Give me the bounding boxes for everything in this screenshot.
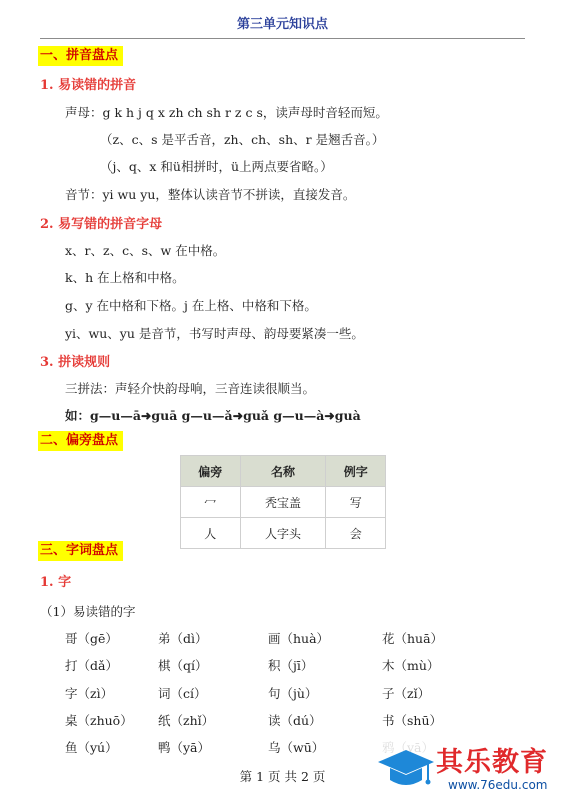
text-line: （j、q、x 和ü相拼时，ü上两点要省略。） — [100, 159, 333, 174]
text-line: （1）易读错的字 — [40, 604, 136, 619]
brand-name: 其乐教育 — [436, 747, 548, 778]
word-item: 桌（zhuō） — [65, 713, 133, 728]
text-line: 声母：g k h j q x zh ch sh r z c s，读声母时音轻而短。 — [65, 105, 388, 120]
word-item: 木（mù） — [382, 658, 440, 673]
word-item: 哥（gē） — [65, 631, 118, 646]
brand-url[interactable]: www.76edu.com — [448, 778, 548, 792]
text-line-example: 如：g—u—ā➜guā g—u—ǎ➜guǎ g—u—à➜guà — [65, 408, 361, 423]
page-title: 第三单元知识点 — [236, 17, 328, 32]
word-item: 读（dú） — [268, 713, 322, 728]
table-cell: 会 — [326, 518, 386, 549]
text-line: g、y 在中格和下格。j 在上格、中格和下格。 — [65, 298, 317, 313]
radicals-table — [180, 455, 386, 549]
word-item: 句（jù） — [268, 686, 318, 701]
table-cell: 写 — [326, 487, 386, 518]
word-item: 花（huā） — [382, 631, 444, 646]
graduation-cap-icon — [376, 740, 436, 796]
subheading-spelling-rules: 3. 拼读规则 — [40, 355, 111, 370]
section-pinyin: 一、拼音盘点 — [38, 46, 123, 66]
word-item: 子（zǐ） — [382, 686, 431, 701]
word-item: 词（cí） — [158, 686, 207, 701]
text-line: 音节：yi wu yu，整体认读音节不拼读，直接发音。 — [65, 187, 356, 202]
table-row — [181, 487, 386, 518]
table-header: 偏旁 — [181, 456, 241, 487]
table-header-row — [181, 456, 386, 487]
table-cell: 人 — [181, 518, 241, 549]
table-cell: 人字头 — [240, 518, 326, 549]
word-item: 积（jī） — [268, 658, 314, 673]
word-item: 画（huà） — [268, 631, 330, 646]
word-item: 弟（dì） — [158, 631, 208, 646]
table-cell: 秃宝盖 — [240, 487, 326, 518]
section-words: 三、字词盘点 — [38, 541, 123, 561]
word-item: 书（shū） — [382, 713, 443, 728]
brand-logo — [376, 736, 565, 800]
table-cell: 冖 — [181, 487, 241, 518]
word-item: 纸（zhǐ） — [158, 713, 215, 728]
word-item: 字（zì） — [65, 686, 114, 701]
title-divider — [40, 38, 525, 39]
word-item: 乌（wū） — [268, 740, 325, 755]
subheading-miswritten-letters: 2. 易写错的拼音字母 — [40, 217, 163, 232]
text-line: k、h 在上格和中格。 — [65, 270, 185, 285]
word-item: 打（dǎ） — [65, 658, 118, 673]
subheading-characters: 1. 字 — [40, 575, 72, 590]
word-item: 棋（qí） — [158, 658, 208, 673]
text-line: （z、c、s 是平舌音，zh、ch、sh、r 是翘舌音。） — [100, 132, 385, 147]
text-line: yi、wu、yu 是音节，书写时声母、韵母要紧凑一些。 — [65, 326, 364, 341]
table-header: 例字 — [326, 456, 386, 487]
page-footer: 第 1 页 共 2 页 — [239, 769, 326, 784]
table-row — [181, 518, 386, 549]
subheading-misread-pinyin: 1. 易读错的拼音 — [40, 78, 137, 93]
table-header: 名称 — [240, 456, 326, 487]
section-radicals: 二、偏旁盘点 — [38, 431, 123, 451]
text-line: x、r、z、c、s、w 在中格。 — [65, 243, 226, 258]
word-item: 鸭（yā） — [158, 740, 211, 755]
word-item: 鱼（yú） — [65, 740, 118, 755]
text-line: 三拼法：声轻介快韵母响，三音连读很顺当。 — [65, 381, 316, 396]
